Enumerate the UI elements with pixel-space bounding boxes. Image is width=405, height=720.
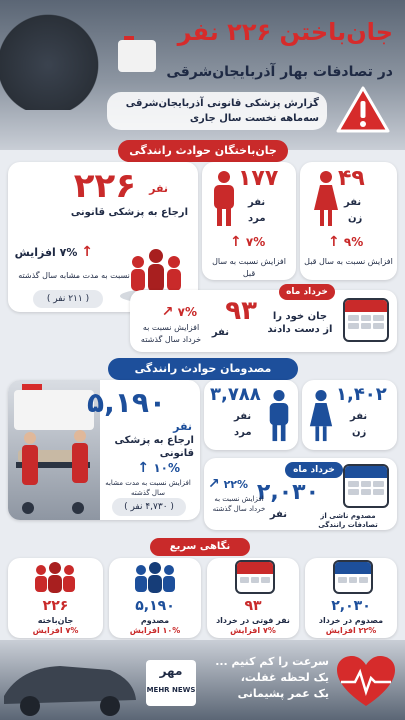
deaths-khordad-change — [162, 304, 197, 320]
injured-total-change-text: ۱۰% — [153, 461, 180, 475]
calendar-icon — [343, 298, 389, 342]
hero-subtitle-line1: گزارش پزشکی قانونی آذربایجان‌شرقی — [125, 98, 319, 109]
deaths-khordad-change-desc — [131, 322, 211, 346]
quick-value: ۵,۱۹۰ — [135, 598, 175, 614]
quick-item-injured-khordad — [305, 558, 397, 638]
quick-change: ۲۲% افزایش — [325, 626, 377, 635]
deaths-men-card — [202, 162, 296, 280]
injured-women-card — [302, 380, 397, 450]
deaths-banner: جان‌باختگان حوادث رانندگی — [118, 140, 288, 162]
deaths-khordad-change-desc-l1: افزایش نسبت به — [142, 323, 200, 332]
quick-label: مصدوم در خرداد — [318, 616, 384, 625]
crashed-car-image — [0, 10, 120, 110]
calendar-icon — [235, 560, 275, 594]
footer-slogan — [199, 654, 329, 702]
injured-khordad-change-desc — [206, 494, 272, 514]
arrow-up-icon: ↑ — [137, 460, 150, 476]
warning-icon — [335, 85, 391, 135]
calendar-icon — [343, 464, 389, 508]
hero-subtitle-line2: سه‌ماهه نخست سال جاری — [189, 113, 319, 124]
man-icon — [210, 170, 238, 228]
deaths-women-change-desc: افزایش نسبت به سال قبل — [304, 257, 393, 266]
brand-en: MEHR NEWS — [146, 686, 196, 694]
injured-men-value: ۳,۷۸۸ — [210, 384, 261, 405]
deaths-khordad-card — [130, 287, 397, 352]
injured-total-change-desc-text: نسبت به مدت مشابه سال گذشته — [105, 479, 167, 497]
mehr-logo — [146, 660, 196, 706]
footer-section — [0, 640, 405, 720]
deaths-total-desc: ارجاع به پزشکی قانونی — [70, 207, 188, 218]
deaths-khordad-unit: نفر — [211, 327, 229, 338]
injured-total-prev: ( ۴,۷۳۰ نفر ) — [112, 498, 186, 516]
injured-khordad-banner: خرداد ماه — [285, 462, 343, 478]
deaths-total-change — [15, 244, 93, 260]
injured-total-card — [8, 380, 200, 520]
injured-total-unit: نفر — [173, 420, 192, 433]
deaths-total-change-text: ۷% افزایش — [14, 246, 78, 259]
injured-banner: مصدومان حوادث رانندگی — [108, 358, 298, 380]
quick-value: ۲,۰۳۰ — [331, 598, 371, 614]
deaths-men-unit: نفر — [248, 197, 266, 208]
hero-section — [0, 0, 405, 150]
injured-khordad-change-desc-l1: افزایش نسبت به — [214, 495, 264, 503]
deaths-khordad-change-text: ۷% — [177, 305, 197, 319]
injured-khordad-unit: نفر — [269, 509, 287, 520]
injured-khordad-change-desc-l2: خرداد سال گذشته — [212, 505, 266, 513]
heart-icon — [335, 654, 397, 710]
injured-total-change — [137, 460, 180, 476]
injured-khordad-card — [204, 458, 397, 530]
injured-khordad-value: ۲,۰۳۰ — [256, 480, 319, 505]
deaths-total-value: ۲۲۶ — [73, 166, 136, 206]
deaths-men-change-desc: افزایش نسبت به سال قبل — [212, 257, 286, 278]
injured-khordad-desc-l2: تصادفات رانندگی — [318, 521, 378, 529]
people-group-icon — [29, 562, 81, 594]
deaths-total-unit: نفر — [149, 182, 168, 195]
deaths-men-change-text: ۷% — [245, 235, 266, 249]
hero-subtitle — [107, 92, 327, 130]
footer-slogan-l2: یک لحظه غفلت، — [240, 671, 329, 684]
quick-row — [8, 558, 397, 638]
deaths-men-value: ۱۷۷ — [238, 166, 279, 191]
quick-change: ۷% افزایش — [230, 626, 276, 635]
woman-icon — [312, 170, 340, 228]
injured-total-value: ۵,۱۹۰ — [87, 386, 166, 419]
arrow-up-icon: ↑ — [230, 234, 242, 250]
deaths-total-prev: ( ۲۱۱ نفر ) — [33, 290, 103, 308]
footer-slogan-l1: سرعت را کم کنیم ... — [215, 655, 329, 668]
deaths-khordad-change-desc-l2: خرداد سال گذشته — [140, 335, 202, 344]
crashed-car-image — [0, 646, 140, 720]
injured-total-change-desc — [100, 478, 196, 498]
deaths-men-label: مرد — [248, 213, 266, 224]
deaths-women-value: ۴۹ — [338, 166, 365, 191]
injured-khordad-desc-l1: مصدوم ناشی از — [320, 512, 376, 520]
injured-women-unit: نفر — [350, 411, 368, 422]
deaths-khordad-desc-l2: از دست دادند — [267, 324, 333, 335]
quick-change: ۱۰% افزایش — [129, 626, 181, 635]
quick-value: ۹۳ — [244, 598, 262, 614]
injured-women-label: زن — [352, 427, 367, 438]
deaths-khordad-value: ۹۳ — [225, 296, 257, 326]
quick-change: ۷% افزایش — [32, 626, 79, 635]
quick-label: نفر فوتی در خرداد — [216, 616, 290, 625]
deaths-khordad-banner: خرداد ماه — [279, 284, 335, 300]
quick-item-deaths — [8, 558, 103, 638]
injured-men-unit: نفر — [234, 411, 252, 422]
injured-khordad-desc — [303, 512, 393, 530]
hero-title: جان‌باختن ۲۲۶ نفر — [177, 18, 393, 46]
quick-label: مصدوم — [140, 616, 170, 625]
quick-item-deaths-khordad — [207, 558, 299, 638]
quick-label: جان‌باخته — [37, 616, 74, 625]
calendar-icon — [333, 560, 373, 594]
deaths-khordad-desc-l1: جان خود را — [272, 311, 328, 322]
deaths-women-card — [300, 162, 397, 280]
arrow-up-icon: ↗ — [208, 476, 220, 492]
injured-total-desc: ارجاع به پزشکی قانونی — [114, 435, 194, 459]
footer-slogan-l3: یک عمر پشیمانی — [237, 687, 329, 700]
deaths-khordad-desc — [265, 310, 335, 336]
injured-men-label: مرد — [234, 427, 252, 438]
people-group-icon — [129, 562, 181, 594]
hero-title-line2: در تصادفات بهار آذربایجان‌شرقی — [166, 64, 393, 80]
brand-fa: مهر — [159, 664, 183, 678]
arrow-up-icon: ↑ — [81, 244, 93, 260]
injured-women-value: ۱,۴۰۲ — [336, 384, 387, 405]
injured-total-change-label: افزایش — [168, 479, 191, 487]
deaths-total-change-desc: نسبت به مدت مشابه سال گذشته — [18, 271, 130, 280]
injured-khordad-change — [208, 476, 248, 492]
deaths-men-change — [230, 234, 265, 250]
arrow-up-icon: ↗ — [161, 304, 174, 320]
quick-item-injured — [109, 558, 201, 638]
deaths-women-change — [328, 234, 363, 250]
man-icon — [266, 388, 292, 444]
quick-banner: نگاهی سریع — [150, 538, 250, 556]
arrow-up-icon: ↑ — [328, 234, 340, 250]
deaths-women-unit: نفر — [344, 197, 362, 208]
deaths-women-label: زن — [348, 213, 363, 224]
quick-value: ۲۲۶ — [42, 598, 69, 614]
injured-khordad-change-text: ۲۲% — [223, 478, 249, 491]
injured-men-card — [204, 380, 298, 450]
woman-icon — [308, 388, 334, 444]
deaths-women-change-text: ۹% — [343, 235, 364, 249]
